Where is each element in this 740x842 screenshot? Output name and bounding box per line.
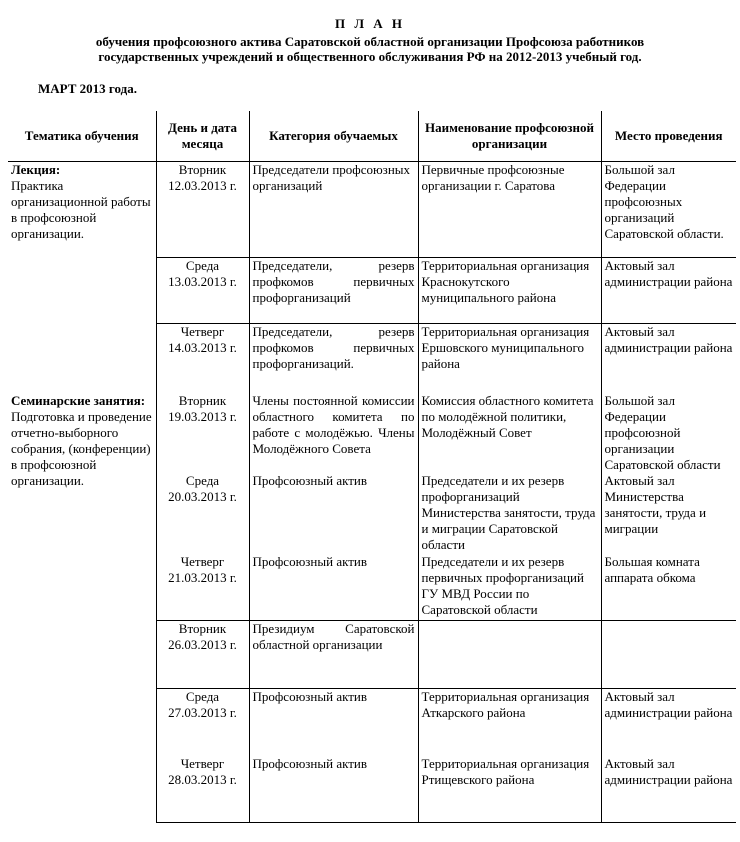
day-name: Четверг xyxy=(180,755,225,771)
day-name: Среда xyxy=(185,258,220,273)
date-value: 12.03.2013 г. xyxy=(168,178,237,193)
category-cell: Председатели профсоюзных организаций xyxy=(249,162,418,258)
date-value: 13.03.2013 г. xyxy=(168,274,237,289)
document-title: П Л А Н xyxy=(334,16,406,31)
table-row xyxy=(8,162,736,258)
col-header-date: День и дата месяца xyxy=(156,111,249,162)
document-subtitle-line1: обучения профсоюзного актива Саратовской областной организации Профсоюза работников xyxy=(95,34,645,49)
day-name: Вторник xyxy=(178,162,227,177)
date-cell xyxy=(156,621,249,689)
place-cell: Актовый зал администрации района xyxy=(601,689,736,756)
day-name: Среда xyxy=(185,472,220,488)
org-cell: Председатели и их резерв профорганизаций Министерства занятости, труда и миграции Саратовской области xyxy=(418,473,601,554)
date-value: 14.03.2013 г. xyxy=(168,340,237,355)
category-cell: Председатели, резерв профкомов первичных профорганизаций. xyxy=(249,324,418,393)
category-cell: Президиум Саратовской областной организации xyxy=(249,621,418,689)
col-header-place: Место проведения xyxy=(601,111,736,162)
place-cell: Актовый зал администрации района xyxy=(601,258,736,324)
date-cell xyxy=(156,393,249,473)
date-value: 19.03.2013 г. xyxy=(168,408,237,424)
date-value: 20.03.2013 г. xyxy=(168,488,237,504)
category-cell: Профсоюзный актив xyxy=(249,554,418,621)
table-header-row xyxy=(8,111,736,162)
org-cell xyxy=(418,621,601,689)
date-value: 21.03.2013 г. xyxy=(168,569,237,585)
place-cell xyxy=(601,621,736,689)
date-cell xyxy=(156,162,249,258)
place-cell: Актовый зал Министерства занятости, труда и миграции xyxy=(601,473,736,554)
topic-cell-seminar xyxy=(8,393,156,823)
col-header-category: Категория обучаемых xyxy=(249,111,418,162)
day-name: Среда xyxy=(185,689,220,704)
date-cell xyxy=(156,756,249,823)
place-cell: Актовый зал администрации района xyxy=(601,324,736,393)
month-label: МАРТ 2013 года. xyxy=(38,81,137,96)
category-cell: Члены постоянной комиссии областного комитета по работе с молодёжью. Члены Молодёжного Совета xyxy=(249,393,418,473)
org-cell: Председатели и их резерв первичных профорганизаций ГУ МВД России по Саратовской области xyxy=(418,554,601,621)
place-cell: Большой зал Федерации профсоюзной организации Саратовской области xyxy=(601,393,736,473)
col-header-topic: Тематика обучения xyxy=(8,111,156,162)
topic-seminar-head: Семинарские занятия: xyxy=(11,392,146,408)
plan-table xyxy=(8,111,736,823)
topic-cell-lecture xyxy=(8,162,156,393)
topic-lecture-text: Практика организационной работы в профсоюзной организации. xyxy=(11,178,151,241)
org-cell: Комиссия областного комитета по молодёжной политики, Молодёжный Совет xyxy=(418,393,601,473)
date-cell xyxy=(156,473,249,554)
org-cell: Территориальная организация Аткарского района xyxy=(418,689,601,756)
date-value: 28.03.2013 г. xyxy=(168,771,237,787)
day-name: Четверг xyxy=(180,553,225,569)
place-cell: Большой зал Федерации профсоюзных организаций Саратовской области. xyxy=(601,162,736,258)
day-name: Вторник xyxy=(178,392,227,408)
place-cell: Актовый зал администрации района xyxy=(601,756,736,823)
org-cell: Первичные профсоюзные организации г. Саратова xyxy=(418,162,601,258)
category-cell: Профсоюзный актив xyxy=(249,756,418,823)
col-header-org: Наименование профсоюзной организации xyxy=(418,111,601,162)
topic-seminar-text: Подготовка и проведение отчетно-выборного собрания, (конференции) в профсоюзной организации. xyxy=(11,408,152,488)
place-cell: Большая комната аппарата обкома xyxy=(601,554,736,621)
date-cell xyxy=(156,689,249,756)
org-cell: Территориальная организация Ртищевского района xyxy=(418,756,601,823)
category-cell: Председатели, резерв профкомов первичных профорганизаций xyxy=(249,258,418,324)
day-name: Вторник xyxy=(178,621,227,636)
date-value: 26.03.2013 г. xyxy=(168,637,237,652)
date-cell xyxy=(156,258,249,324)
date-cell xyxy=(156,324,249,393)
date-cell xyxy=(156,554,249,621)
org-cell: Территориальная организация Краснокутского муниципального района xyxy=(418,258,601,324)
category-cell: Профсоюзный актив xyxy=(249,473,418,554)
date-value: 27.03.2013 г. xyxy=(168,705,237,720)
category-cell: Профсоюзный актив xyxy=(249,689,418,756)
topic-lecture-head: Лекция: xyxy=(11,162,61,177)
day-name: Четверг xyxy=(180,324,225,339)
org-cell: Территориальная организация Ершовского муниципального района xyxy=(418,324,601,393)
table-row xyxy=(8,393,736,473)
document-subtitle-line2: государственных учреждений и общественного обслуживания РФ на 2012-2013 учебный год. xyxy=(98,49,642,64)
